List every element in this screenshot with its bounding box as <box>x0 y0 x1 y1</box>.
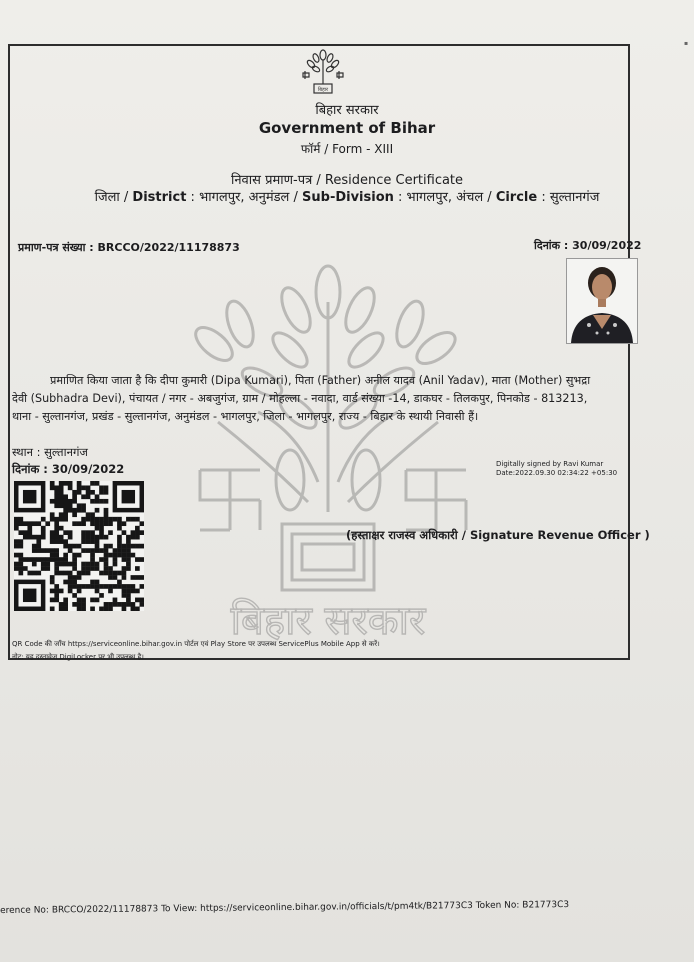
header-form: फॉर्म / Form - XIII <box>300 142 394 156</box>
place: स्थान : सुल्तानगंज <box>12 445 88 459</box>
district-label: District <box>132 190 187 205</box>
circle-label: Circle <box>495 190 538 205</box>
district-prefix: जिला / <box>94 190 133 205</box>
applicant-photo <box>566 258 638 344</box>
watermark-text: बिहार सरकार <box>230 598 426 644</box>
signatory-title: (हस्ताक्षर राजस्व अधिकारी / Signature Revenue Officer ) <box>346 528 650 542</box>
digital-signature-line-2: Date:2022.09.30 02:34:22 +05:30 <box>496 469 618 477</box>
qr-code[interactable] <box>14 481 144 611</box>
subdivision-value: : भागलपुर, अंचल / <box>393 190 496 205</box>
header-district-line <box>0 187 694 205</box>
sign-date: दिनांक : 30/09/2022 <box>12 462 125 476</box>
edge-mark: ▪ <box>684 40 689 47</box>
body-line-3: थाना - सुल्तानगंज, प्रखंड - सुल्तानगंज, अनुमंडल - भागलपुर, जिला - भागलपुर, राज्य - बिहार के स्थायी निवासी हैं। <box>12 410 479 423</box>
bihar-emblem <box>294 46 352 98</box>
header-government: Government of Bihar <box>258 119 436 137</box>
emblem-text: बिहार <box>317 87 329 93</box>
watermark-emblem <box>178 262 478 652</box>
header-hindi-title: बिहार सरकार <box>315 103 379 118</box>
qr-verification-note: QR Code की जाँच https://serviceonline.bihar.gov.in पोर्टल एवं Play Store पर उपलब्ध ServicePlus Mobile App से करें। <box>12 640 380 648</box>
circle-value: : सुल्तानगंज <box>537 190 600 205</box>
reference-line: erence No: BRCCO/2022/11178873 To View: https://serviceonline.bihar.gov.in/officials/t/pm4tk/B21773C3 Token No: B21773C3 <box>0 900 570 916</box>
body-line-2: देवी (Subhadra Devi), पंचायत / नगर - अबजुगंज, ग्राम / मोहल्ला - नवादा, वार्ड संख्या -14, डाकघर - तिलकपुर, पिनकोड - 813213, <box>12 392 588 405</box>
digital-signature <box>496 460 617 478</box>
certificate-body <box>12 372 638 426</box>
header-certificate-type: निवास प्रमाण-पत्र / Residence Certificate <box>230 173 464 188</box>
subdivision-label: Sub-Division <box>302 190 394 205</box>
digilocker-note: नोट: यह दस्तावेज DigiLocker पर भी उपलब्ध है। <box>12 653 144 661</box>
issue-date: दिनांक : 30/09/2022 <box>534 239 642 252</box>
certificate-number: प्रमाण-पत्र संख्या : BRCCO/2022/11178873 <box>18 241 240 254</box>
body-line-1: प्रमाणित किया जाता है कि दीपा कुमारी (Dipa Kumari), पिता (Father) अनील यादव (Anil Yadav), माता (Mother) सुभद्रा <box>50 374 591 387</box>
district-value: : भागलपुर, अनुमंडल / <box>186 190 303 205</box>
digital-signature-line-1: Digitally signed by Ravi Kumar <box>496 460 604 468</box>
